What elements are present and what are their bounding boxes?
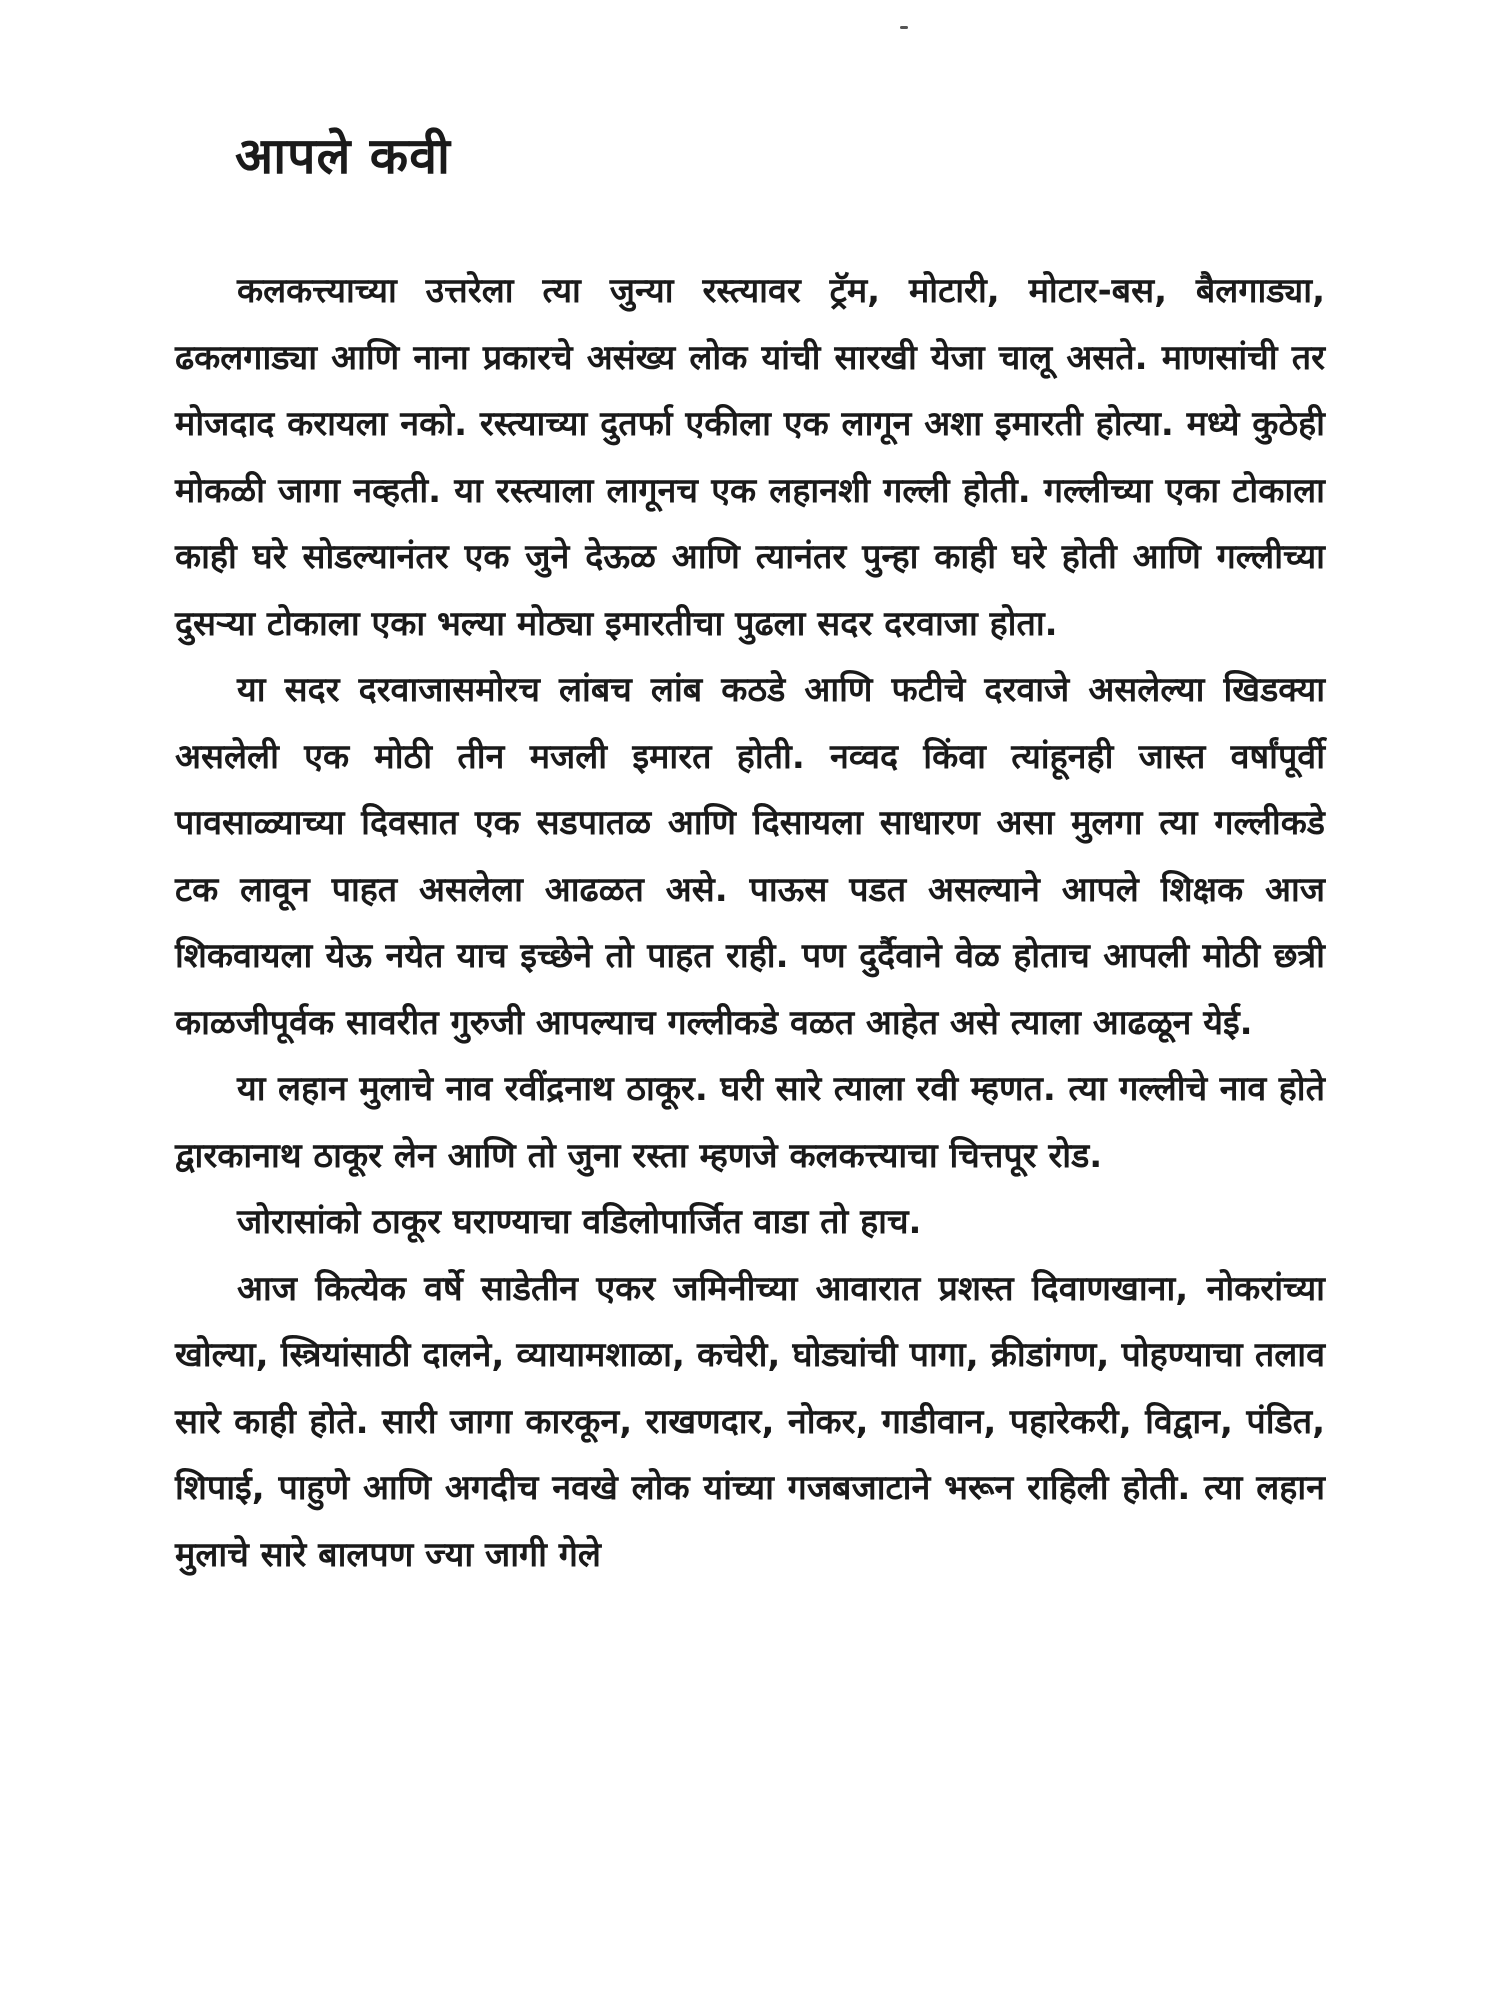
body-text	[175, 258, 1325, 1588]
paragraph-3: या लहान मुलाचे नाव रवींद्रनाथ ठाकूर. घरी सारे त्याला रवी म्हणत. त्या गल्लीचे नाव होते द्वारकानाथ ठाकूर लेन आणि तो जुना रस्ता म्हणजे कलकत्त्याचा चित्तपूर रोड.	[175, 1069, 1325, 1176]
page-title: आपले कवी	[235, 127, 451, 185]
scan-speck	[900, 26, 908, 29]
paragraph-4: जोरासांको ठाकूर घराण्याचा वडिलोपार्जित वाडा तो हाच.	[237, 1202, 922, 1242]
paragraph-5: आज कित्येक वर्षे साडेतीन एकर जमिनीच्या आवारात प्रशस्त दिवाणखाना, नोकरांच्या खोल्या, स्त्रियांसाठी दालने, व्यायामशाळा, कचेरी, घोड्यांची पागा, क्रीडांगण, पोहण्याचा तलाव सारे काही होते. सारी जागा कारकून, राखणदार, नोकर, गाडीवान, पहारेकरी, विद्वान, पंडित, शिपाई, पाहुणे आणि अगदीच नवखे लोक यांच्या गजबजाटाने भरून राहिली होती. त्या लहान मुलाचे सारे बालपण ज्या जागी गेले	[175, 1268, 1325, 1575]
paragraph-1: कलकत्त्याच्या उत्तरेला त्या जुन्या रस्त्यावर ट्रॅम, मोटारी, मोटार-बस, बैलगाड्या, ढकलगाड्या आणि नाना प्रकारचे असंख्य लोक यांची सारखी येजा चालू असते. माणसांची तर मोजदाद करायला नको. रस्त्याच्या दुतर्फा एकीला एक लागून अशा इमारती होत्या. मध्ये कुठेही मोकळी जागा नव्हती. या रस्त्याला लागूनच एक लहानशी गल्ली होती. गल्लीच्या एका टोकाला काही घरे सोडल्यानंतर एक जुने देऊळ आणि त्यानंतर पुन्हा काही घरे होती आणि गल्लीच्या दुसऱ्या टोकाला एका भल्या मोठ्या इमारतीचा पुढला सदर दरवाजा होता.	[175, 271, 1325, 644]
paragraph-2: या सदर दरवाजासमोरच लांबच लांब कठडे आणि फटीचे दरवाजे असलेल्या खिडक्या असलेली एक मोठी तीन मजली इमारत होती. नव्वद किंवा त्यांहूनही जास्त वर्षांपूर्वी पावसाळ्याच्या दिवसात एक सडपातळ आणि दिसायला साधारण असा मुलगा त्या गल्लीकडे टक लावून पाहत असलेला आढळत असे. पाऊस पडत असल्याने आपले शिक्षक आज शिकवायला येऊ नयेत याच इच्छेने तो पाहत राही. पण दुर्दैवाने वेळ होताच आपली मोठी छत्री काळजीपूर्वक सावरीत गुरुजी आपल्याच गल्लीकडे वळत आहेत असे त्याला आढळून येई.	[175, 670, 1325, 1043]
